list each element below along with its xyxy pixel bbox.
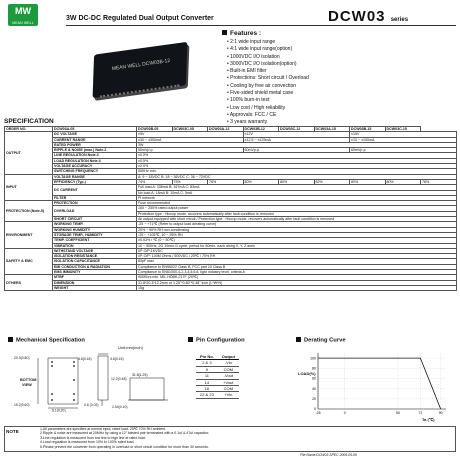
note-item: 2.Ripple & noise are measured at 20MHz by using a 12" twisted pair terminated with a 0.1uf & 47uf capacitor.	[40, 431, 210, 436]
pin-header-cell: Pin No.	[196, 354, 218, 360]
spec-cell: 80%	[385, 179, 421, 184]
spec-cell: ±30 ~ ±300mA	[137, 137, 244, 142]
pin-function: +Vin	[218, 392, 239, 398]
y-tick-label: 100	[310, 356, 316, 361]
spec-param-label: TEMP. COEFFICIENT	[53, 238, 137, 243]
dim-label: 0.6 (0.02)	[84, 403, 99, 407]
pin-number: 22 & 23	[196, 392, 218, 398]
pin-number: 9	[196, 366, 218, 372]
y-tick-label: 40	[312, 386, 316, 391]
spec-cell: DCW03C-12	[279, 127, 315, 132]
spec-param-label: SWITCHING FREQUENCY	[53, 169, 137, 174]
dim-label: 12.2(0.48)	[111, 377, 127, 381]
spec-cell: ±2.0%	[137, 164, 457, 169]
spec-group-label: OUTPUT	[5, 132, 53, 174]
spec-param-label: LINE REGULATION Note.3	[53, 153, 137, 158]
spec-table	[4, 126, 457, 291]
spec-param-label: DC VOLTAGE	[53, 132, 137, 137]
x-tick-label: 50	[396, 411, 400, 415]
spec-param-label: FILTER	[53, 195, 137, 200]
spec-cell: ±0.5%	[137, 158, 457, 163]
spec-cell: DCW03A-05	[53, 127, 137, 132]
spec-param-label: LOAD REGULATION Note.4	[53, 158, 137, 163]
pin-function: COM	[218, 366, 239, 372]
mech-title: Mechanical Specification	[8, 337, 85, 344]
spec-cell: A: 9 ~ 18VDC B: 18 ~ 36VDC C: 36 ~ 72VDC	[137, 174, 457, 179]
spec-cell: DCW03B-12	[243, 127, 279, 132]
spec-cell: 31.8*20.3*12.2mm or 1.25"*0.80"*0.48" inch (L*W*H)	[137, 280, 457, 285]
spec-cell: 160 ~ 250% rated output power	[137, 206, 457, 211]
spec-cell: ±0.03% / ℃ (0 ~ 50℃)	[137, 238, 457, 243]
spec-param-label: OVERLOAD	[53, 206, 137, 217]
pin-title: Pin Configuration	[188, 337, 245, 344]
spec-cell: 80%	[279, 179, 315, 184]
pin-number: 11	[196, 373, 218, 379]
spec-param-label: EMI CONDUCTION & RADIATION	[53, 264, 137, 269]
spec-cell: ±10 ~ ±100mA	[350, 137, 457, 142]
bottom-view-outline	[48, 358, 78, 404]
spec-cell: DCW03B-15	[350, 127, 386, 132]
spec-param-label: PROTECTION	[53, 201, 137, 206]
spec-cell: 82%	[314, 179, 350, 184]
spec-cell: Protection type : Hiccup mode, recovers automatically after fault condition is removed	[137, 211, 457, 216]
mech-unit: Unit:mm(inch)	[118, 345, 143, 350]
spec-title: SPECIFICATION	[4, 118, 54, 125]
spec-cell: ±12V	[243, 132, 350, 137]
spec-param-label: WEIGHT	[53, 285, 137, 290]
feature-item: • 1000VDC I/O isolation	[227, 54, 452, 61]
product-subtitle: 3W DC-DC Regulated Dual Output Converter	[66, 15, 214, 22]
dim-label: 15.2(0.60)	[14, 403, 30, 407]
spec-group-label: SAFETY & EMC	[5, 248, 53, 274]
feature-item: • Approvals: FCC / CE	[227, 112, 452, 119]
y-tick-label: 80	[312, 366, 316, 371]
spec-cell: 60mVp-p	[350, 148, 457, 153]
spec-param-label: CURRENT RANGE	[53, 137, 137, 142]
dim-label: 2.54(0.10)	[112, 405, 128, 409]
spec-cell: Fuse recommended	[137, 201, 457, 206]
spec-cell: 10 ~ 500Hz, 2G 10min./1 cycle, period for 60min. each along X, Y, Z axes	[137, 243, 457, 248]
model-name: DCW03	[328, 8, 386, 25]
series-word: series	[390, 17, 409, 23]
x-tick-label: 0	[343, 411, 346, 415]
header-rule	[66, 25, 456, 26]
features-list	[227, 39, 452, 127]
file-footer: File Name:DCW03-SPEC 2009-05-06	[300, 453, 357, 457]
spec-cell: -25 ~ +71℃ (Refer to output load derating curve)	[137, 222, 457, 227]
spec-cell: 80pF max.	[137, 259, 457, 264]
spec-cell: 15g	[137, 285, 457, 290]
feature-item: • 3000VDC I/O isolation(option)	[227, 61, 452, 68]
feature-item: • 2:1 wide input range	[227, 39, 452, 46]
spec-param-label: RIPPLE & NOISE (max.) Note.2	[53, 148, 137, 153]
spec-param-label: DIMENSION	[53, 280, 137, 285]
mean-well-logo	[8, 4, 38, 26]
feature-item: • 100% burn-in test	[227, 97, 452, 104]
spec-group-label: ENVIRONMENT	[5, 222, 53, 248]
model-title	[328, 8, 408, 25]
spec-cell: ±15V	[350, 132, 457, 137]
spec-param-label: WITHSTAND VOLTAGE	[53, 248, 137, 253]
note-item: 3.Line regulation is measured from low line to high line at rated load.	[40, 435, 146, 440]
y-axis-label: LOAD(%)	[298, 371, 316, 376]
spec-param-label: SHORT CIRCUIT	[53, 217, 137, 222]
y-tick-label: 0	[314, 407, 316, 412]
pin-header-cell: Output	[218, 354, 239, 360]
pin-function: COM	[218, 386, 239, 392]
product-label: MEAN WELL DCW03B-12	[111, 57, 171, 73]
spec-param-label: VIBRATION	[53, 243, 137, 248]
feature-item: • 3 years warranty	[227, 119, 452, 126]
spec-cell: I/P-O/P: 100M Ohms / 500VDC / 25℃ / 70% RH	[137, 254, 457, 259]
note-item: 4.Load regulation is measured from 10% to 100% rated load.	[40, 440, 135, 445]
dim-label: 4.6(0.18)	[78, 357, 92, 361]
spec-group-label: INPUT	[5, 174, 53, 200]
spec-cell: All output equipped with short circuit / Protection type : Hiccup mode, recovers automatically after fault condition is removed	[137, 217, 457, 222]
pin-number: 2 & 3	[196, 360, 218, 366]
note-item: 5.Please prevent the converter from operating in overload or short circuit condition for more than 30 seconds.	[40, 444, 209, 449]
spec-cell: No load A: 18mA B: 10mA C: 5mA	[137, 190, 457, 195]
spec-cell: 900Khrs min. MIL-HDBK-217F (25℃)	[137, 275, 457, 280]
spec-cell: 78%	[421, 179, 457, 184]
spec-cell: -25 ~ +105℃, 10 ~ 95% RH	[137, 232, 457, 237]
spec-row	[5, 285, 457, 290]
spec-cell: 50KHz min.	[137, 169, 457, 174]
spec-cell: 80%	[243, 179, 279, 184]
notes-label: NOTE	[6, 429, 19, 434]
y-tick-label: 60	[312, 376, 316, 381]
view-label: VIEW	[22, 383, 32, 387]
spec-cell: ±0.5%	[137, 153, 457, 158]
spec-param-label: EFFICIENCY (Typ.)	[53, 179, 137, 184]
spec-cell: 20% ~ 90% RH non-condensing	[137, 227, 457, 232]
dim-label: 5.1(0.20)	[52, 408, 66, 412]
spec-cell: DCW03C-15	[385, 127, 421, 132]
spec-param-label: ISOLATION RESISTANCE	[53, 254, 137, 259]
spec-param-label: STORAGE TEMP., HUMIDITY	[53, 232, 137, 237]
features-title: Features :	[222, 30, 261, 37]
notes-list	[40, 427, 450, 449]
feature-item: • Cooling by free air convection	[227, 83, 452, 90]
spec-cell: 80%	[350, 179, 386, 184]
spec-cell: Pi network	[137, 195, 457, 200]
spec-param-label: EMS IMMUNITY	[53, 270, 137, 275]
spec-cell: 76%	[208, 179, 244, 184]
spec-cell: DCW03A-15	[314, 127, 350, 132]
product-photo	[84, 40, 194, 102]
chart-grid	[318, 353, 446, 409]
mechanical-drawing	[8, 350, 178, 412]
spec-cell: Compliance to EN61000-4-2,3,4,5,6,8, light industry level, criteria A	[137, 270, 457, 275]
spec-param-label: VOLTAGE ACCURACY	[53, 164, 137, 169]
spec-cell: 50mVp-p	[137, 148, 244, 153]
spec-group-label: PROTECTION (Note.5)	[5, 201, 53, 222]
spec-cell: Full load A: 338mA B: 167mA C: 83mA	[137, 185, 457, 190]
spec-group-label: OTHERS	[5, 275, 53, 291]
pin-row	[196, 392, 239, 398]
feature-item: • Built-in EMI filter	[227, 68, 452, 75]
feature-item: • Protections: Short circuit / Overload	[227, 75, 452, 82]
spec-param-label: WORKING TEMP.	[53, 222, 137, 227]
spec-param-label: MTBF	[53, 275, 137, 280]
feature-item: • Five-sided shield metal case	[227, 90, 452, 97]
logo-subtext: MEAN WELL	[12, 21, 34, 25]
logo-mark: MW	[15, 6, 31, 16]
y-tick-label: 20	[312, 397, 316, 402]
x-tick-label: 71	[418, 411, 423, 415]
spec-param-label: ISOLATION CAPACITANCE	[53, 259, 137, 264]
x-tick-label: 90	[438, 411, 443, 415]
pin-number: 16	[196, 386, 218, 392]
dim-label: 31.8(1.25)	[132, 373, 148, 377]
note-item: 1.All parameters are specified at normal input, rated load, 25℃ 70% RH ambient.	[40, 427, 167, 431]
pin-function: -Vout	[218, 373, 239, 379]
dim-label: 3.6(0.15)	[110, 357, 124, 361]
spec-cell: 74%	[137, 179, 173, 184]
x-axis-label: Ta (℃)	[422, 417, 435, 422]
pin-function: +Vout	[218, 379, 239, 385]
spec-param-label: RATED POWER	[53, 142, 137, 147]
spec-cell: 75%	[172, 179, 208, 184]
spec-cell: 60mVp-p	[243, 148, 350, 153]
end-view-outline	[130, 378, 164, 400]
spec-param-label: DC CURRENT	[53, 185, 137, 196]
derating-title: Derating Curve	[296, 337, 346, 344]
spec-cell: DCW03B-05	[137, 127, 173, 132]
pin-function: -Vin	[218, 360, 239, 366]
side-view-outline	[98, 356, 108, 400]
spec-param-label: WORKING HUMIDITY	[53, 227, 137, 232]
spec-cell: I/P-O/P:1KVDC	[137, 248, 457, 253]
spec-cell: Compliance to EN55022 Class B, FCC part 15 Class B	[137, 264, 457, 269]
spec-param-label: VOLTAGE RANGE	[53, 174, 137, 179]
dim-label: 20.3(0.80)	[14, 356, 30, 360]
spec-cell: DCW03C-05	[172, 127, 208, 132]
feature-item: • Low cost / High reliability	[227, 105, 452, 112]
spec-cell: ORDER NO.	[5, 127, 53, 132]
pin-table	[196, 354, 239, 399]
feature-item: • 4:1 wide input range(option)	[227, 46, 452, 53]
derating-chart	[296, 345, 456, 425]
spec-cell: ±5V	[137, 132, 244, 137]
spec-cell: DCW03A-12	[208, 127, 244, 132]
pin-number: 14	[196, 379, 218, 385]
x-tick-label: -25	[315, 411, 321, 415]
derating-series-line	[318, 358, 441, 409]
bottom-view-label: BOTTOM	[20, 378, 37, 382]
spec-cell: ±12.5 ~ ±125mA	[243, 137, 350, 142]
spec-cell: 3W	[137, 142, 457, 147]
